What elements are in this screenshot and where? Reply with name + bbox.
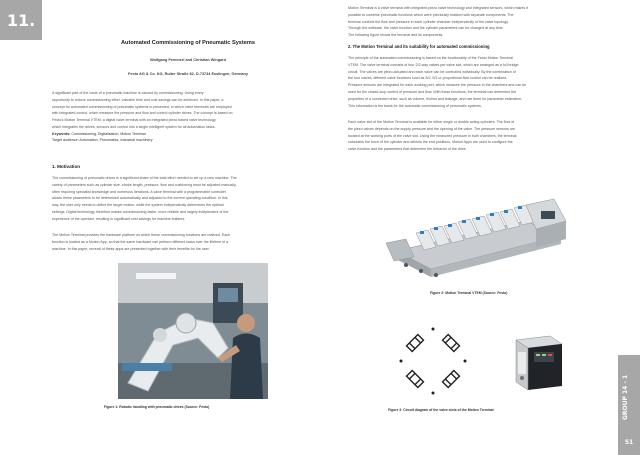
chapter-number: 11. xyxy=(6,10,36,30)
body-text-line: the piezo valves depends on the supply pressure and the opening of the valve. The pressure sensors are xyxy=(348,126,515,131)
section-2-heading: 2. The Motion Terminal and its suitability for automated commissioning xyxy=(348,44,490,49)
abstract xyxy=(52,90,324,131)
body-text-line: Motion Terminal is a valve terminal with integrated piezo valve technology and integrated sensors, which makes it xyxy=(348,6,528,10)
paper-affiliation: Festo AG & Co. KG, Ruiter Straße 82, D-73734 Esslingen, Germany xyxy=(128,72,248,76)
body-text-line: machine. In this paper, several of these apps are presented together with their benefits for the user. xyxy=(52,246,210,251)
target-audience-label: Target audience: xyxy=(52,138,79,143)
paper-authors: Wolfgang Pemmerl and Christian Wingard xyxy=(150,58,226,62)
section-2-paragraph-1 xyxy=(348,55,596,109)
body-text-line: possible to combine pneumatic functions which were previously realized with separate components. The xyxy=(348,12,514,17)
body-text-line: experience of the operator, resulting in significant cost savings for machine builders. xyxy=(52,216,186,221)
figure-1-robot-photo xyxy=(118,263,268,399)
body-text-line: function is loaded as a Motion App, so that the same hardware can perform different tasks over the lifetime of a xyxy=(52,239,229,244)
abstract-line: concept for automated commissioning of pneumatic systems is presented, in which valve terminals are employed xyxy=(52,104,232,109)
body-text-line: properties of a connected drive, such as volume, friction and leakage, and use them for parameter estimation. xyxy=(348,96,523,101)
figure-2-valve-terminal-image xyxy=(376,181,576,285)
body-text-line: The following figure shows the terminal and its components. xyxy=(348,33,444,38)
chapter-number-tab xyxy=(0,0,42,40)
body-text-line: Through the software, the valve function and the cylinder parameters can be changed at any time. xyxy=(348,26,504,31)
body-text-line: calculates the force of the cylinder and detects the end positions. Motion Apps are used to configure the xyxy=(348,140,513,145)
group-label: GROUP 14 - 1 xyxy=(622,374,629,420)
figure-3-circuit-diagram xyxy=(398,326,468,396)
body-text-line: The commissioning of pneumatic drives is a significant share of the total effort needed to set up a new machine. The xyxy=(52,176,237,180)
body-text-line: The principle of the automated commissioning is based on the functionality of the Festo Motion Terminal xyxy=(348,56,513,60)
paper-title: Automated Commissioning of Pneumatic Systems xyxy=(121,40,255,46)
body-text-line: valve function and the parameters that determine the behavior of the drive. xyxy=(348,147,467,152)
body-text-line: the four valves, different valve functions such as 5/2, 5/3 or proportional flow control can be realized. xyxy=(348,76,508,81)
section-1-paragraph-1 xyxy=(52,175,324,223)
page-number: 51 xyxy=(624,439,634,446)
body-text-line: Pressure sensors are integrated for each working port, which measure the pressure in the chambers and can be xyxy=(348,83,527,88)
body-text-line: circuit. The valves are piezo-actuated and each valve can be controlled individually. By the combination of xyxy=(348,69,516,74)
keywords-value: Commissioning, Digitalisation, Motion Terminal xyxy=(71,132,146,136)
section-2-paragraph-2 xyxy=(348,119,596,153)
section-1-paragraph-2 xyxy=(52,232,324,252)
body-text-line: The Motion Terminal provides the hardware platform on which these commissioning functions are realized. Each xyxy=(52,233,231,237)
abstract-line: which integrates the drives, sensors and control into a single intelligent system for all automation tasks. xyxy=(52,124,216,129)
body-text-line: way, the user only needs to define the target motion, while the system independently determines the optimal xyxy=(52,203,224,208)
body-text-line: often requiring specialist knowledge and numerous iterations. A valve terminal with a programmable controller xyxy=(52,189,226,194)
figure-3-valve-slot-image xyxy=(498,330,570,398)
keywords-label: Keywords: xyxy=(52,132,71,136)
body-text-line: used for the closed-loop control of pressure and flow. With these functions, the terminal can determine the xyxy=(348,89,517,94)
body-text-line: settings. Digital technology therefore makes commissioning faster, more reliable and largely independent of the xyxy=(52,209,229,214)
abstract-line: A significant part of the costs of a pneumatic machine is caused by commissioning. Using every xyxy=(52,91,204,95)
figure-2-caption: Figure 2: Motion Terminal VTEM (Source: Festo) xyxy=(430,291,508,295)
body-text-line: variety of parameters such as cylinder size, stroke length, pressure, flow and cushioning must be adjusted manually, xyxy=(52,182,237,187)
abstract-line: Festo's Motion Terminal VTEM, a digital valve terminal with an integrated piezo based valve technology xyxy=(52,118,216,123)
body-text-line: located at the working ports of the valve slot. Using the measured pressure in both chambers, the terminal xyxy=(348,133,517,138)
body-text-line: VTEM. The valve terminal consists of four 2/2-way valves per valve slot, which are arranged as a full bridge xyxy=(348,62,519,67)
abstract-line: opportunity to reduce commissioning effort, valuable time and cost savings can be achieved. In this paper, a xyxy=(52,97,224,102)
group-sidebar-tab xyxy=(618,355,640,455)
figure-3-caption: Figure 3: Circuit diagram of the valve slots of the Motion Terminal xyxy=(388,408,494,412)
body-text-line: allows these parameters to be determined automatically and adjusted to the current operating condition. In this xyxy=(52,196,228,201)
keywords-block xyxy=(52,131,324,144)
figure-1-caption: Figure 1: Robotic handling with pneumatic drives (Source: Festo) xyxy=(104,405,210,409)
right-intro-paragraph xyxy=(348,5,596,39)
section-1-heading: 1. Motivation xyxy=(52,164,81,169)
body-text-line: terminal controls the flow and pressure in each cylinder chamber independently of the valve topology. xyxy=(348,19,509,24)
body-text-line: This information is the basis for the automatic commissioning of pneumatic systems. xyxy=(348,103,482,108)
body-text-line: Each valve slot of the Motion Terminal is available for either single or double acting cylinders. The flow of xyxy=(348,120,515,124)
abstract-line: with integrated control, which measure the pressure and flow and control cylinder drives. The concept is based on xyxy=(52,111,233,116)
target-audience-value: Automation, Pneumatics, Industrial machinery xyxy=(79,138,153,143)
